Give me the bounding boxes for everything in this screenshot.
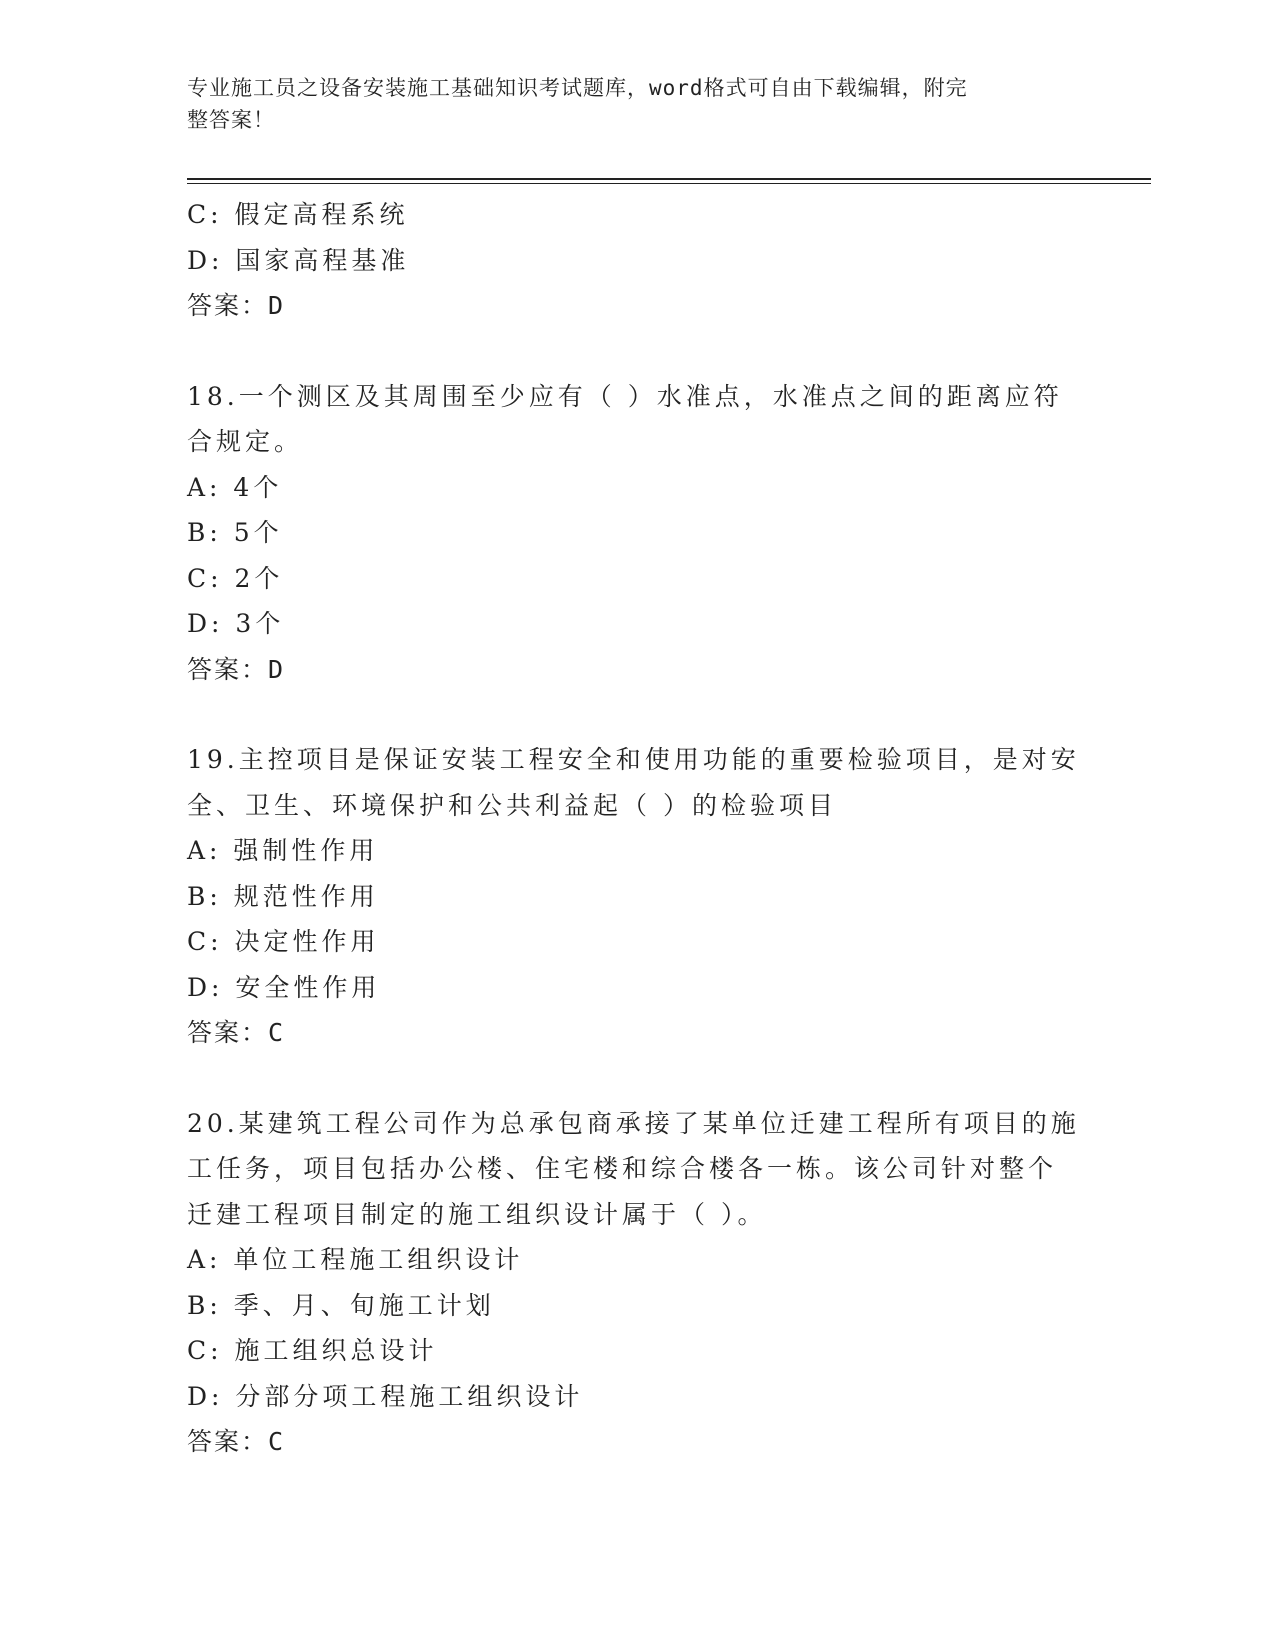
answer-line: 答案：C	[187, 1018, 286, 1047]
question-text-line: 20.某建筑工程公司作为总承包商承接了某单位迁建工程所有项目的施	[187, 1108, 1080, 1138]
question-text-line: 迁建工程项目制定的施工组织设计属于（ ）。	[187, 1199, 767, 1229]
option-a: A: 强制性作用	[187, 836, 379, 865]
question-text-line: 18.一个测区及其周围至少应有（ ）水准点，水准点之间的距离应符	[187, 381, 1063, 411]
option-c: C: 决定性作用	[187, 927, 380, 956]
question-text-line: 工任务，项目包括办公楼、住宅楼和综合楼各一栋。该公司针对整个	[187, 1154, 1058, 1183]
question-content	[187, 192, 1087, 1465]
answer-line: 答案：D	[187, 291, 286, 320]
answer-line: 答案：D	[187, 654, 286, 684]
option-c: C: 假定高程系统	[187, 200, 409, 229]
option-b: B: 5个	[187, 518, 283, 547]
previous-question-tail	[187, 192, 1087, 329]
document-header	[187, 72, 1067, 136]
option-b: B: 季、月、旬施工计划	[187, 1290, 495, 1320]
header-line-1: 专业施工员之设备安装施工基础知识考试题库，word格式可自由下载编辑，附完	[187, 76, 968, 100]
option-a: A: 单位工程施工组织设计	[187, 1245, 524, 1274]
option-d: D: 安全性作用	[187, 972, 381, 1002]
question-18	[187, 374, 1087, 693]
option-b: B: 规范性作用	[187, 881, 379, 911]
question-text-line: 全、卫生、环境保护和公共利益起（ ）的检验项目	[187, 790, 837, 820]
option-c: C: 施工组织总设计	[187, 1336, 438, 1365]
header-line-2: 整答案！	[187, 108, 275, 132]
option-d: D: 3个	[187, 609, 285, 638]
option-d: D: 分部分项工程施工组织设计	[187, 1381, 584, 1411]
question-text-line: 19.主控项目是保证安装工程安全和使用功能的重要检验项目，是对安	[187, 745, 1080, 774]
option-d: D: 国家高程基准	[187, 245, 410, 275]
option-a: A: 4个	[187, 472, 283, 502]
header-divider-thin	[187, 183, 1151, 184]
answer-line: 答案：C	[187, 1427, 286, 1456]
option-c: C: 2个	[187, 563, 284, 593]
question-20	[187, 1101, 1087, 1465]
question-19	[187, 737, 1087, 1056]
question-text-line: 合规定。	[187, 427, 304, 456]
header-divider-thick	[187, 178, 1151, 180]
